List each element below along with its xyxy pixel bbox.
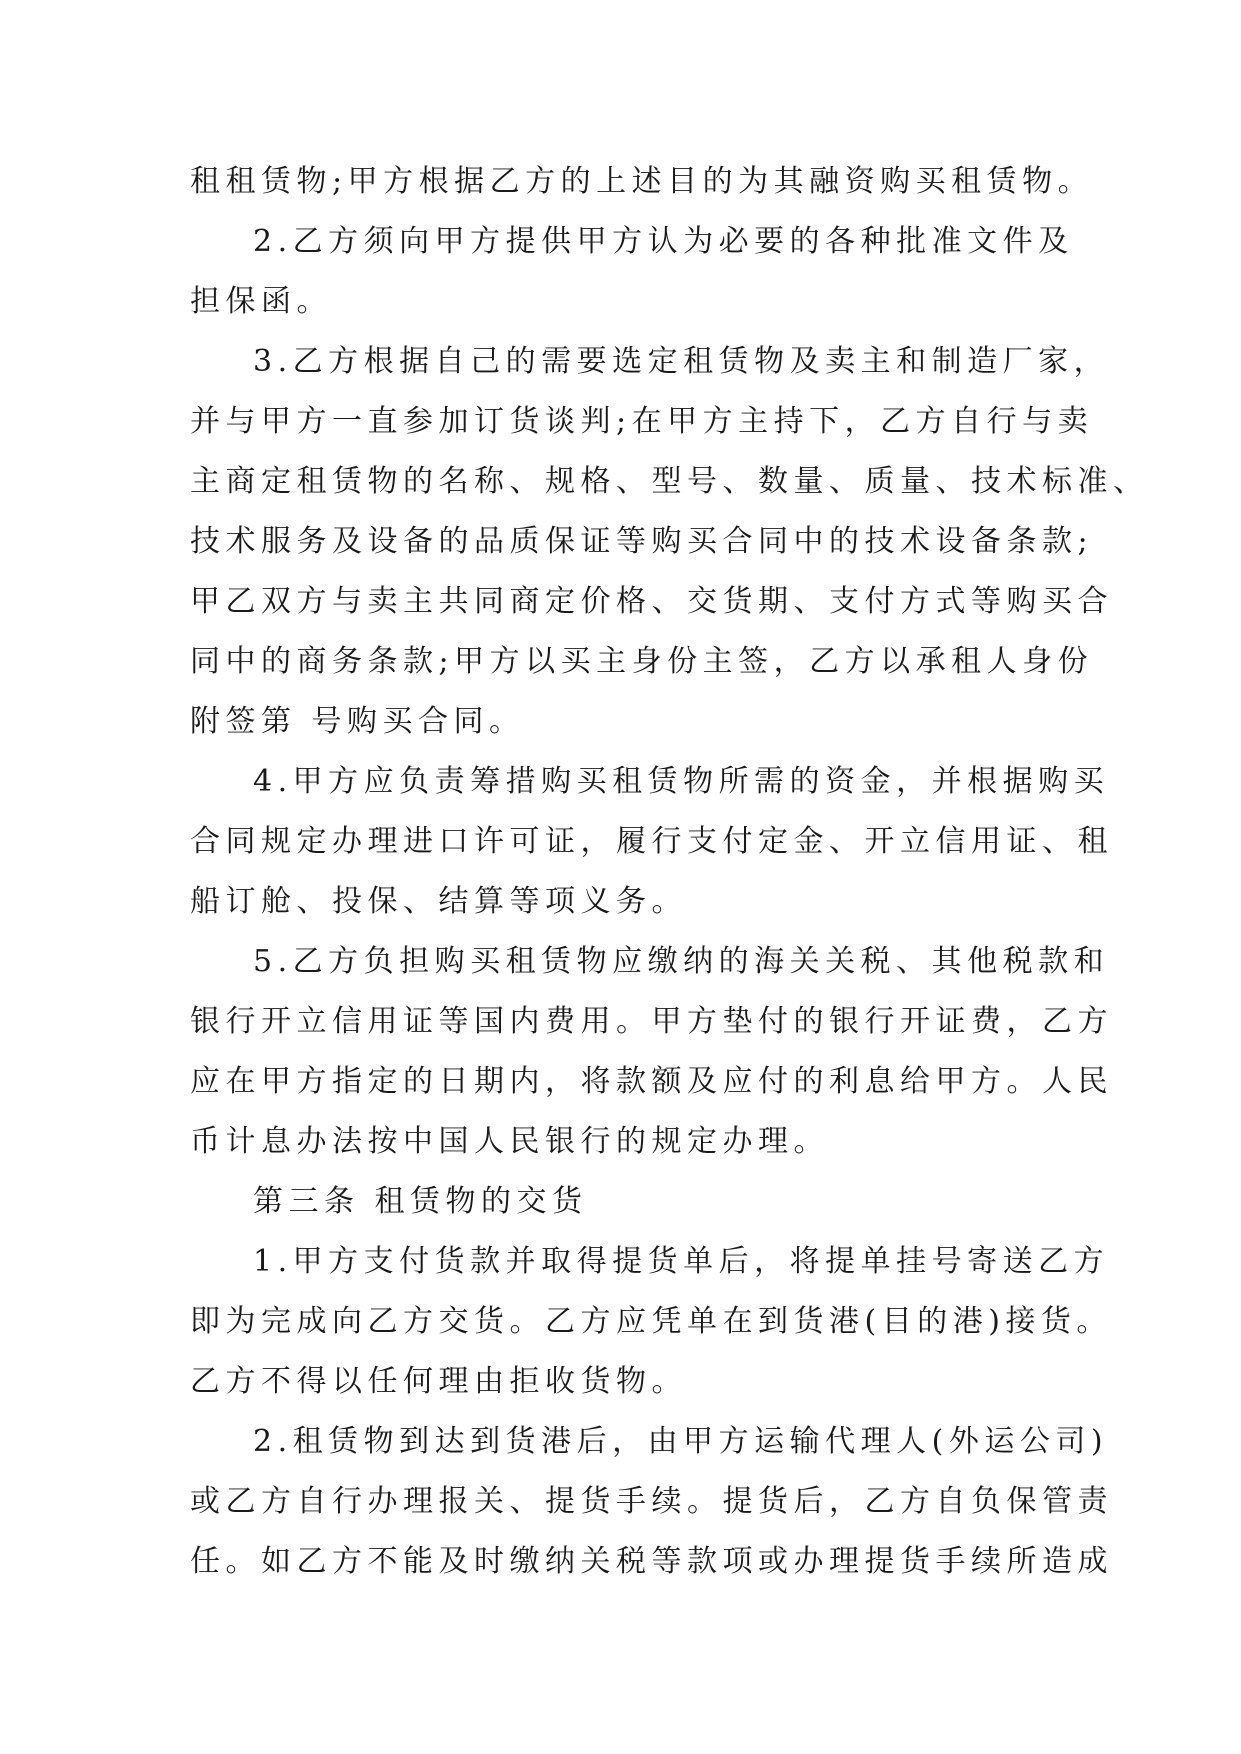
clause-4-line: 4.甲方应负责筹措购买租赁物所需的资金，并根据购买 xyxy=(253,764,1110,799)
body-text-line: 即为完成向乙方交货。乙方应凭单在到货港(目的港)接货。 xyxy=(190,1304,1112,1339)
document-body xyxy=(190,152,1149,1592)
clause-2-line: 2.租赁物到达到货港后，由甲方运输代理人(外运公司) xyxy=(253,1424,1109,1459)
article-heading: 第三条 租赁物的交货 xyxy=(253,1184,588,1219)
body-text-line: 技术服务及设备的品质保证等购买合同中的技术设备条款; xyxy=(190,524,1094,559)
body-text-line: 主商定租赁物的名称、规格、型号、数量、质量、技术标准、 xyxy=(190,464,1149,499)
body-text-line: 银行开立信用证等国内费用。甲方垫付的银行开证费，乙方 xyxy=(190,1004,1113,1039)
body-text-line: 租租赁物;甲方根据乙方的上述目的为其融资购买租赁物。 xyxy=(190,164,1094,199)
clause-3-line: 3.乙方根据自己的需要选定租赁物及卖主和制造厂家， xyxy=(253,344,1110,379)
body-text-line: 乙方不得以任何理由拒收货物。 xyxy=(190,1364,687,1399)
body-text-line: 或乙方自行办理报关、提货手续。提货后，乙方自负保管责 xyxy=(190,1484,1113,1519)
body-text-line: 甲乙双方与卖主共同商定价格、交货期、支付方式等购买合 xyxy=(190,584,1113,619)
clause-2-line: 2.乙方须向甲方提供甲方认为必要的各种批准文件及 xyxy=(253,224,1074,259)
body-text-line: 合同规定办理进口许可证，履行支付定金、开立信用证、租 xyxy=(190,824,1113,859)
body-text-line: 附签第 号购买合同。 xyxy=(190,704,525,739)
body-text-line: 担保函。 xyxy=(190,284,332,319)
body-text-line: 应在甲方指定的日期内，将款额及应付的利息给甲方。人民 xyxy=(190,1064,1113,1099)
body-text-line: 任。如乙方不能及时缴纳关税等款项或办理提货手续所造成 xyxy=(190,1544,1113,1579)
clause-5-line: 5.乙方负担购买租赁物应缴纳的海关关税、其他税款和 xyxy=(253,944,1110,979)
body-text-line: 并与甲方一直参加订货谈判;在甲方主持下，乙方自行与卖 xyxy=(190,404,1094,439)
body-text-line: 币计息办法按中国人民银行的规定办理。 xyxy=(190,1124,829,1159)
body-text-line: 同中的商务条款;甲方以买主身份主签，乙方以承租人身份 xyxy=(190,644,1094,679)
body-text-line: 船订舱、投保、结算等项义务。 xyxy=(190,884,687,919)
clause-1-line: 1.甲方支付货款并取得提货单后，将提单挂号寄送乙方 xyxy=(253,1244,1110,1279)
